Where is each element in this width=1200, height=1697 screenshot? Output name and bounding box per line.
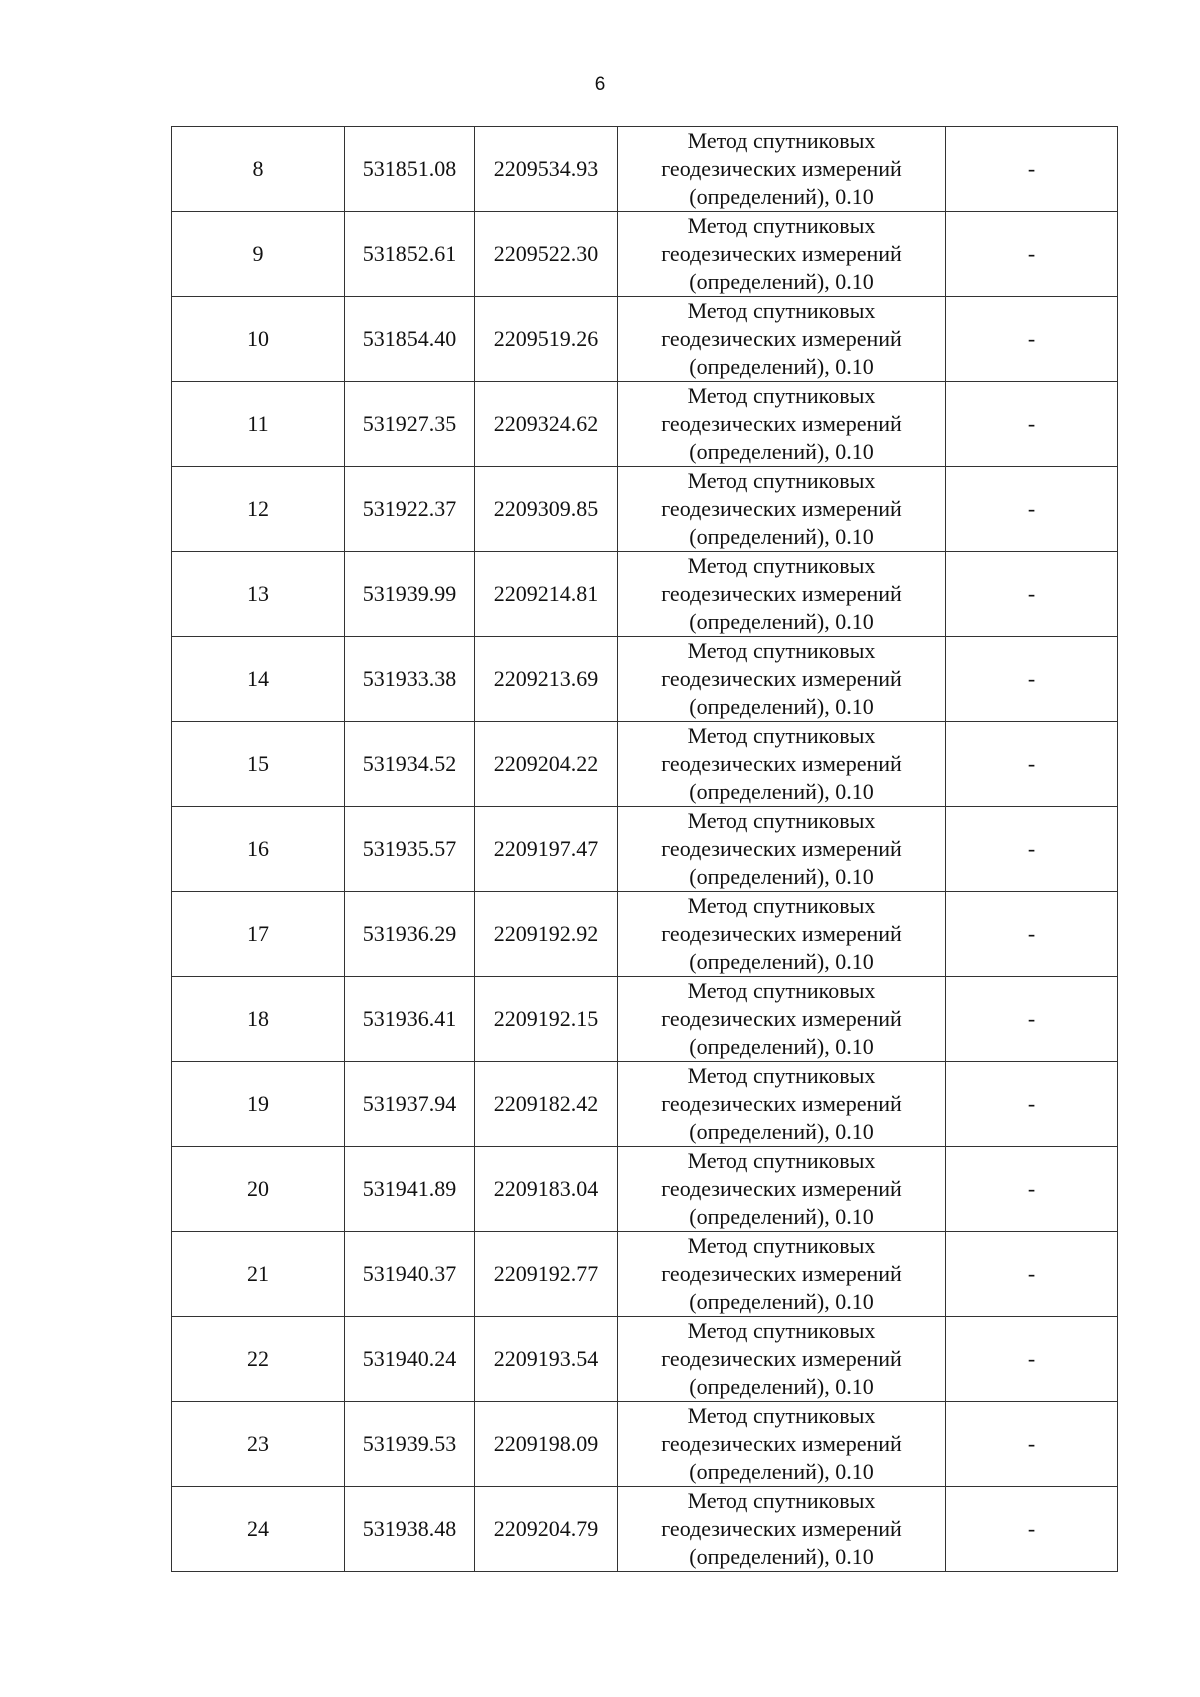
method-cell	[618, 1487, 946, 1572]
table-row	[172, 1147, 1118, 1232]
method-cell	[618, 1147, 946, 1232]
y-coordinate-cell: 2209519.26	[475, 297, 618, 382]
method-cell	[618, 552, 946, 637]
method-text-line: геодезических измерений	[661, 1176, 902, 1201]
point-number-cell: 19	[172, 1062, 345, 1147]
method-text-line: Метод спутниковых	[687, 638, 876, 663]
x-coordinate-cell: 531938.48	[345, 1487, 475, 1572]
method-text-line: (определений), 0.10	[689, 779, 874, 804]
description-cell: -	[946, 1402, 1118, 1487]
method-text-line: Метод спутниковых	[687, 1318, 876, 1343]
point-number-cell: 16	[172, 807, 345, 892]
table-row	[172, 1317, 1118, 1402]
x-coordinate-cell: 531936.41	[345, 977, 475, 1062]
y-coordinate-cell: 2209534.93	[475, 127, 618, 212]
description-cell: -	[946, 807, 1118, 892]
table-row	[172, 1487, 1118, 1572]
point-number-cell: 10	[172, 297, 345, 382]
method-text-line: геодезических измерений	[661, 241, 902, 266]
x-coordinate-cell: 531934.52	[345, 722, 475, 807]
description-cell: -	[946, 1317, 1118, 1402]
method-text-line: Метод спутниковых	[687, 1488, 876, 1513]
x-coordinate-cell: 531936.29	[345, 892, 475, 977]
point-number-cell: 23	[172, 1402, 345, 1487]
method-text-line: геодезических измерений	[661, 751, 902, 776]
table-row	[172, 552, 1118, 637]
method-text-line: геодезических измерений	[661, 156, 902, 181]
method-text-line: (определений), 0.10	[689, 184, 874, 209]
table-row	[172, 1062, 1118, 1147]
description-cell: -	[946, 1062, 1118, 1147]
point-number-cell: 24	[172, 1487, 345, 1572]
method-cell	[618, 382, 946, 467]
method-cell	[618, 892, 946, 977]
description-cell: -	[946, 1487, 1118, 1572]
x-coordinate-cell: 531939.99	[345, 552, 475, 637]
method-cell	[618, 1062, 946, 1147]
x-coordinate-cell: 531935.57	[345, 807, 475, 892]
method-text-line: (определений), 0.10	[689, 354, 874, 379]
point-number-cell: 11	[172, 382, 345, 467]
method-text-line: геодезических измерений	[661, 836, 902, 861]
method-cell	[618, 467, 946, 552]
method-text-line: геодезических измерений	[661, 1346, 902, 1371]
method-text-line: (определений), 0.10	[689, 1459, 874, 1484]
method-text-line: Метод спутниковых	[687, 468, 876, 493]
method-cell	[618, 1232, 946, 1317]
x-coordinate-cell: 531939.53	[345, 1402, 475, 1487]
table-row	[172, 892, 1118, 977]
y-coordinate-cell: 2209192.15	[475, 977, 618, 1062]
table-row	[172, 212, 1118, 297]
method-cell	[618, 722, 946, 807]
table-row	[172, 467, 1118, 552]
method-text-line: Метод спутниковых	[687, 808, 876, 833]
method-text-line: Метод спутниковых	[687, 1148, 876, 1173]
description-cell: -	[946, 212, 1118, 297]
point-number-cell: 17	[172, 892, 345, 977]
table-row	[172, 977, 1118, 1062]
description-cell: -	[946, 722, 1118, 807]
method-text-line: геодезических измерений	[661, 921, 902, 946]
table-row	[172, 1402, 1118, 1487]
x-coordinate-cell: 531854.40	[345, 297, 475, 382]
y-coordinate-cell: 2209192.77	[475, 1232, 618, 1317]
method-text-line: геодезических измерений	[661, 411, 902, 436]
y-coordinate-cell: 2209204.22	[475, 722, 618, 807]
x-coordinate-cell: 531851.08	[345, 127, 475, 212]
method-text-line: Метод спутниковых	[687, 1403, 876, 1428]
y-coordinate-cell: 2209324.62	[475, 382, 618, 467]
method-text-line: (определений), 0.10	[689, 1204, 874, 1229]
method-text-line: Метод спутниковых	[687, 978, 876, 1003]
description-cell: -	[946, 127, 1118, 212]
point-number-cell: 18	[172, 977, 345, 1062]
y-coordinate-cell: 2209182.42	[475, 1062, 618, 1147]
table-row	[172, 1232, 1118, 1317]
method-text-line: геодезических измерений	[661, 496, 902, 521]
point-number-cell: 9	[172, 212, 345, 297]
method-cell	[618, 977, 946, 1062]
page-number: 6	[594, 74, 606, 95]
method-text-line: Метод спутниковых	[687, 128, 876, 153]
method-text-line: геодезических измерений	[661, 666, 902, 691]
method-text-line: (определений), 0.10	[689, 1034, 874, 1059]
y-coordinate-cell: 2209193.54	[475, 1317, 618, 1402]
method-text-line: (определений), 0.10	[689, 1374, 874, 1399]
method-text-line: Метод спутниковых	[687, 553, 876, 578]
table-row	[172, 297, 1118, 382]
method-text-line: геодезических измерений	[661, 1516, 902, 1541]
point-number-cell: 15	[172, 722, 345, 807]
method-text-line: (определений), 0.10	[689, 864, 874, 889]
description-cell: -	[946, 552, 1118, 637]
method-text-line: геодезических измерений	[661, 1431, 902, 1456]
y-coordinate-cell: 2209183.04	[475, 1147, 618, 1232]
point-number-cell: 13	[172, 552, 345, 637]
method-text-line: геодезических измерений	[661, 1091, 902, 1116]
description-cell: -	[946, 467, 1118, 552]
method-cell	[618, 127, 946, 212]
method-text-line: геодезических измерений	[661, 1006, 902, 1031]
point-number-cell: 21	[172, 1232, 345, 1317]
method-text-line: геодезических измерений	[661, 581, 902, 606]
point-number-cell: 22	[172, 1317, 345, 1402]
point-number-cell: 20	[172, 1147, 345, 1232]
description-cell: -	[946, 382, 1118, 467]
method-text-line: (определений), 0.10	[689, 524, 874, 549]
table-row	[172, 127, 1118, 212]
method-text-line: геодезических измерений	[661, 326, 902, 351]
x-coordinate-cell: 531940.24	[345, 1317, 475, 1402]
method-text-line: Метод спутниковых	[687, 298, 876, 323]
x-coordinate-cell: 531937.94	[345, 1062, 475, 1147]
x-coordinate-cell: 531941.89	[345, 1147, 475, 1232]
method-text-line: (определений), 0.10	[689, 1119, 874, 1144]
method-cell	[618, 297, 946, 382]
description-cell: -	[946, 637, 1118, 722]
method-cell	[618, 807, 946, 892]
coordinates-table	[171, 126, 1118, 1572]
table-row	[172, 722, 1118, 807]
method-cell	[618, 1402, 946, 1487]
method-cell	[618, 1317, 946, 1402]
method-text-line: Метод спутниковых	[687, 1233, 876, 1258]
description-cell: -	[946, 892, 1118, 977]
description-cell: -	[946, 977, 1118, 1062]
method-text-line: (определений), 0.10	[689, 609, 874, 634]
method-text-line: Метод спутниковых	[687, 723, 876, 748]
method-text-line: Метод спутниковых	[687, 213, 876, 238]
point-number-cell: 12	[172, 467, 345, 552]
description-cell: -	[946, 1147, 1118, 1232]
method-text-line: Метод спутниковых	[687, 893, 876, 918]
table-row	[172, 382, 1118, 467]
x-coordinate-cell: 531927.35	[345, 382, 475, 467]
x-coordinate-cell: 531940.37	[345, 1232, 475, 1317]
y-coordinate-cell: 2209192.92	[475, 892, 618, 977]
method-text-line: геодезических измерений	[661, 1261, 902, 1286]
description-cell: -	[946, 297, 1118, 382]
x-coordinate-cell: 531933.38	[345, 637, 475, 722]
coordinates-table-body	[172, 127, 1118, 1572]
method-text-line: Метод спутниковых	[687, 383, 876, 408]
y-coordinate-cell: 2209522.30	[475, 212, 618, 297]
method-text-line: (определений), 0.10	[689, 1544, 874, 1569]
method-text-line: (определений), 0.10	[689, 949, 874, 974]
y-coordinate-cell: 2209213.69	[475, 637, 618, 722]
y-coordinate-cell: 2209214.81	[475, 552, 618, 637]
point-number-cell: 8	[172, 127, 345, 212]
method-text-line: (определений), 0.10	[689, 439, 874, 464]
table-row	[172, 637, 1118, 722]
x-coordinate-cell: 531852.61	[345, 212, 475, 297]
y-coordinate-cell: 2209197.47	[475, 807, 618, 892]
y-coordinate-cell: 2209309.85	[475, 467, 618, 552]
method-text-line: (определений), 0.10	[689, 1289, 874, 1314]
x-coordinate-cell: 531922.37	[345, 467, 475, 552]
table-row	[172, 807, 1118, 892]
method-text-line: Метод спутниковых	[687, 1063, 876, 1088]
method-text-line: (определений), 0.10	[689, 694, 874, 719]
y-coordinate-cell: 2209198.09	[475, 1402, 618, 1487]
point-number-cell: 14	[172, 637, 345, 722]
method-cell	[618, 212, 946, 297]
method-text-line: (определений), 0.10	[689, 269, 874, 294]
y-coordinate-cell: 2209204.79	[475, 1487, 618, 1572]
method-cell	[618, 637, 946, 722]
description-cell: -	[946, 1232, 1118, 1317]
